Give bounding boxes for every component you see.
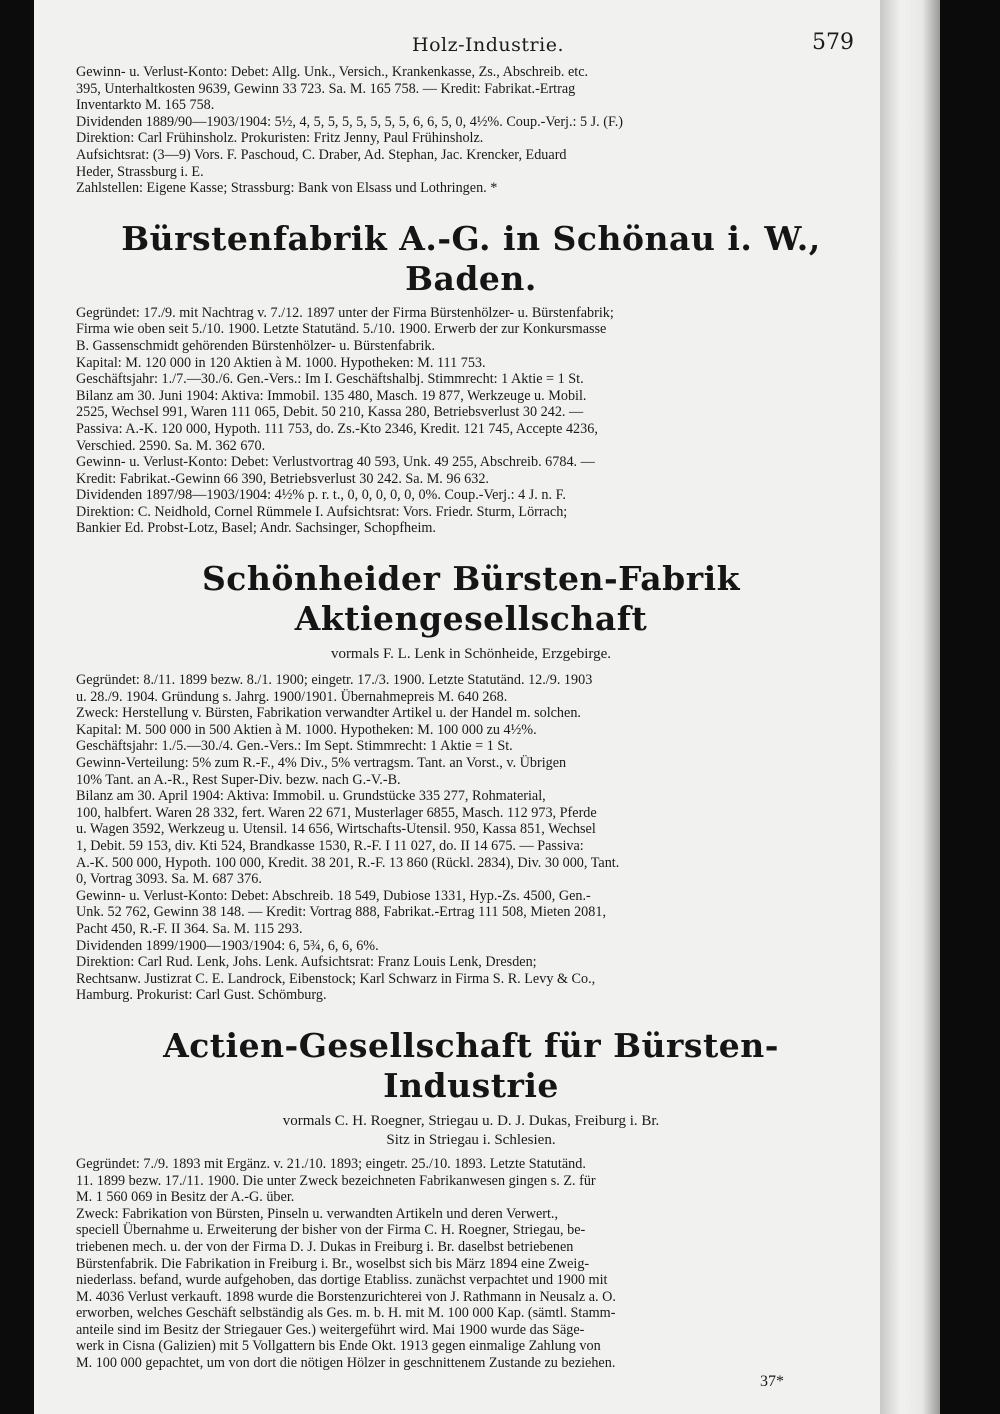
company-entry-schoenau <box>76 219 866 537</box>
text-line: werk in Cisna (Galizien) mit 5 Vollgattern bis Ende Okt. 1913 gegen einmalige Zahlung von <box>76 1338 601 1355</box>
scan-border <box>940 0 1000 1414</box>
sheet-signature: 37* <box>760 1372 784 1390</box>
text-line: Geschäftsjahr: 1./5.—30./4. Gen.-Vers.: Im Sept. Stimmrecht: 1 Aktie = 1 St. <box>76 738 513 755</box>
entry-title: Bürstenfabrik A.-G. in Schönau i. W., Baden. <box>121 218 821 298</box>
text-line: 0, Vortrag 3093. Sa. M. 687 376. <box>76 871 262 888</box>
entry-subtitle: vormals F. L. Lenk in Schönheide, Erzgebirge. <box>330 646 612 663</box>
text-line: speciell Übernahme u. Erweiterung der bisher von der Firma C. H. Roegner, Striegau, be- <box>76 1222 586 1239</box>
text-line: Kredit: Fabrikat.-Gewinn 66 390, Betriebsverlust 30 242. Sa. M. 96 632. <box>76 470 489 487</box>
text-line: u. 28./9. 1904. Gründung s. Jahrg. 1900/1901. Übernahmepreis M. 640 268. <box>76 688 508 705</box>
text-line: Kapital: M. 500 000 in 500 Aktien à M. 1000. Hypotheken: M. 100 000 zu 4½%. <box>76 721 537 738</box>
text-line: u. Wagen 3592, Werkzeug u. Utensil. 14 656, Wirtschafts-Utensil. 950, Kassa 851, Wechsel <box>76 821 596 838</box>
text-line: 11. 1899 bezw. 17./11. 1900. Die unter Zweck bezeichneten Fabrikanwesen gingen s. Z. für <box>76 1172 596 1189</box>
text-line: Bankier Ed. Probst-Lotz, Basel; Andr. Sachsinger, Schopfheim. <box>76 520 436 537</box>
text-line: Verschied. 2590. Sa. M. 362 670. <box>76 437 266 454</box>
text-line: Zweck: Herstellung v. Bürsten, Fabrikation verwandter Artikel u. der Handel m. solchen. <box>76 705 581 722</box>
text-line: Hamburg. Prokurist: Carl Gust. Schömburg. <box>76 987 327 1004</box>
text-line: Unk. 52 762, Gewinn 38 148. — Kredit: Vortrag 888, Fabrikat.-Ertrag 111 508, Mieten 2081, <box>76 904 606 921</box>
text-line: Bilanz am 30. Juni 1904: Aktiva: Immobil. 135 480, Masch. 19 877, Werkzeuge u. Mobil. <box>76 387 587 404</box>
entry-seat: Sitz in Striegau i. Schlesien. <box>386 1131 556 1148</box>
text-line: Firma wie oben seit 5./10. 1900. Letzte Statutänd. 5./10. 1900. Erwerb der zur Konkursmasse <box>76 321 607 338</box>
text-line: Dividenden 1897/98—1903/1904: 4½% p. r. t., 0, 0, 0, 0, 0, 0%. Coup.-Verj.: 4 J. n. F. <box>76 487 566 504</box>
text-line: Gewinn- u. Verlust-Konto: Debet: Abschreib. 18 549, Dubiose 1331, Hyp.-Zs. 4500, Gen.- <box>76 887 591 904</box>
text-line: M. 100 000 gepachtet, um von dort die nötigen Hölzer in geschnittenem Zustande zu beziehen. <box>76 1355 616 1372</box>
text-line: Gegründet: 7./9. 1893 mit Ergänz. v. 21./10. 1893; eingetr. 25./10. 1893. Letzte Statutänd. <box>76 1155 586 1172</box>
text-line: Bürstenfabrik. Die Fabrikation in Freiburg i. Br., woselbst sich bis März 1894 eine Zweig- <box>76 1255 590 1272</box>
text-line: Dividenden 1889/90—1903/1904: 5½, 4, 5, 5, 5, 5, 5, 5, 5, 6, 6, 5, 0, 4½%. Coup.-Verj.: 5 J. (F.) <box>76 113 624 130</box>
text-line: Passiva: A.-K. 120 000, Hypoth. 111 753, do. Zs.-Kto 2346, Kredit. 121 745, Accepte 4236, <box>76 420 598 437</box>
text-line: Direktion: Carl Rud. Lenk, Johs. Lenk. Aufsichtsrat: Franz Louis Lenk, Dresden; <box>76 954 537 971</box>
text-line: Geschäftsjahr: 1./7.—30./6. Gen.-Vers.: Im I. Geschäftshalbj. Stimmrecht: 1 Aktie = 1 St. <box>76 371 584 388</box>
text-line: Direktion: Carl Frühinsholz. Prokuristen: Fritz Jenny, Paul Frühinsholz. <box>76 130 484 147</box>
text-line: Direktion: C. Neidhold, Cornel Rümmele I. Aufsichtsrat: Vors. Friedr. Sturm, Lörrach; <box>76 503 568 520</box>
text-line: Aufsichtsrat: (3—9) Vors. F. Paschoud, C. Draber, Ad. Stephan, Jac. Krencker, Eduard <box>76 146 567 163</box>
text-line: Zahlstellen: Eigene Kasse; Strassburg: Bank von Elsass und Lothringen. * <box>76 180 498 197</box>
text-line: Gewinn-Verteilung: 5% zum R.-F., 4% Div., 5% vertragsm. Tant. an Vorst., v. Übrigen <box>76 755 567 772</box>
text-line: anteile sind im Besitz der Striegauer Ges.) weitergeführt wird. Mai 1900 wurde das Säge- <box>76 1321 585 1338</box>
text-line: 100, halbfert. Waren 28 332, fert. Waren 22 671, Musterlager 6855, Masch. 112 973, Pferde <box>76 804 597 821</box>
text-line: 2525, Wechsel 991, Waren 111 065, Debit. 50 210, Kassa 280, Betriebsverlust 30 242. — <box>76 404 584 421</box>
text-line: 395, Unterhaltkosten 9639, Gewinn 33 723. Sa. M. 165 758. — Kredit: Fabrikat.-Ertrag <box>76 80 576 97</box>
text-line: 1, Debit. 59 153, div. Kti 524, Brandkasse 1530, R.-F. I 11 027, do. II 14 675. — Passiva: <box>76 838 584 854</box>
text-line: M. 4036 Verlust verkauft. 1898 wurde die Borstenzurichterei von J. Rathmann in Neusalz a. O. <box>76 1288 616 1305</box>
text-line: Gewinn- u. Verlust-Konto: Debet: Allg. Unk., Versich., Krankenkasse, Zs., Abschreib. etc. <box>76 64 589 80</box>
text-line: Kapital: M. 120 000 in 120 Aktien à M. 1000. Hypotheken: M. 111 753. <box>76 354 486 371</box>
text-line: Gegründet: 8./11. 1899 bezw. 8./1. 1900; eingetr. 17./3. 1900. Letzte Statutänd. 12./9. 1903 <box>76 672 593 689</box>
text-line: Bilanz am 30. April 1904: Aktiva: Immobil. u. Grundstücke 335 277, Rohmaterial, <box>76 788 546 805</box>
text-line: B. Gassenschmidt gehörenden Bürstenhölzer- u. Bürstenfabrik. <box>76 337 436 354</box>
page-edge-shadow <box>880 0 940 1414</box>
text-line: M. 1 560 069 in Besitz der A.-G. über. <box>76 1189 295 1206</box>
text-line: Zweck: Fabrikation von Bürsten, Pinseln u. verwandten Artikeln und deren Verwert., <box>76 1205 559 1222</box>
text-line: A.-K. 500 000, Hypoth. 100 000, Kredit. 38 201, R.-F. 13 860 (Rückl. 2834), Div. 30 000, Tant. <box>76 854 620 871</box>
text-line: niederlass. befand, wurde aufgehoben, das dortige Etabliss. zunächst verpachtet und 1900 mit <box>76 1272 608 1289</box>
text-line: 10% Tant. an A.-R., Rest Super-Div. bezw. nach G.-V.-B. <box>76 771 401 788</box>
entry-title: Actien-Gesellschaft für Bürsten-Industrie <box>163 1025 779 1105</box>
text-line: Heder, Strassburg i. E. <box>76 163 204 180</box>
scanned-page <box>34 0 940 1414</box>
page-number: 579 <box>812 30 854 55</box>
text-line: Gewinn- u. Verlust-Konto: Debet: Verlustvortrag 40 593, Unk. 49 255, Abschreib. 6784. — <box>76 454 595 471</box>
page-body <box>76 64 866 1390</box>
text-line: Rechtsanw. Justizrat C. E. Landrock, Eibenstock; Karl Schwarz in Firma S. R. Levy & Co., <box>76 970 596 987</box>
section-continued <box>76 64 866 197</box>
text-line: Gegründet: 17./9. mit Nachtrag v. 7./12. 1897 unter der Firma Bürstenhölzer- u. Bürstenfabrik; <box>76 304 614 321</box>
text-line: erworben, welches Geschäft selbständig als Ges. m. b. H. mit M. 100 000 Kap. (sämtl. Stamm- <box>76 1305 616 1322</box>
text-line: Inventarkto M. 165 758. <box>76 97 215 114</box>
entry-subtitle: vormals C. H. Roegner, Striegau u. D. J. Dukas, Freiburg i. Br. <box>282 1112 660 1129</box>
company-entry-striegau <box>76 1026 866 1372</box>
text-line: Pacht 450, R.-F. II 364. Sa. M. 115 293. <box>76 920 303 937</box>
text-line: triebenen mech. u. der von der Firma D. J. Dukas in Freiburg i. Br. daselbst betriebenen <box>76 1238 574 1255</box>
entry-title: Schönheider Bürsten-Fabrik Aktiengesellschaft <box>201 559 741 639</box>
company-entry-schoenheide <box>76 559 866 1004</box>
running-title: Holz-Industrie. <box>412 34 564 56</box>
text-line: Dividenden 1899/1900—1903/1904: 6, 5¾, 6, 6, 6%. <box>76 937 379 954</box>
